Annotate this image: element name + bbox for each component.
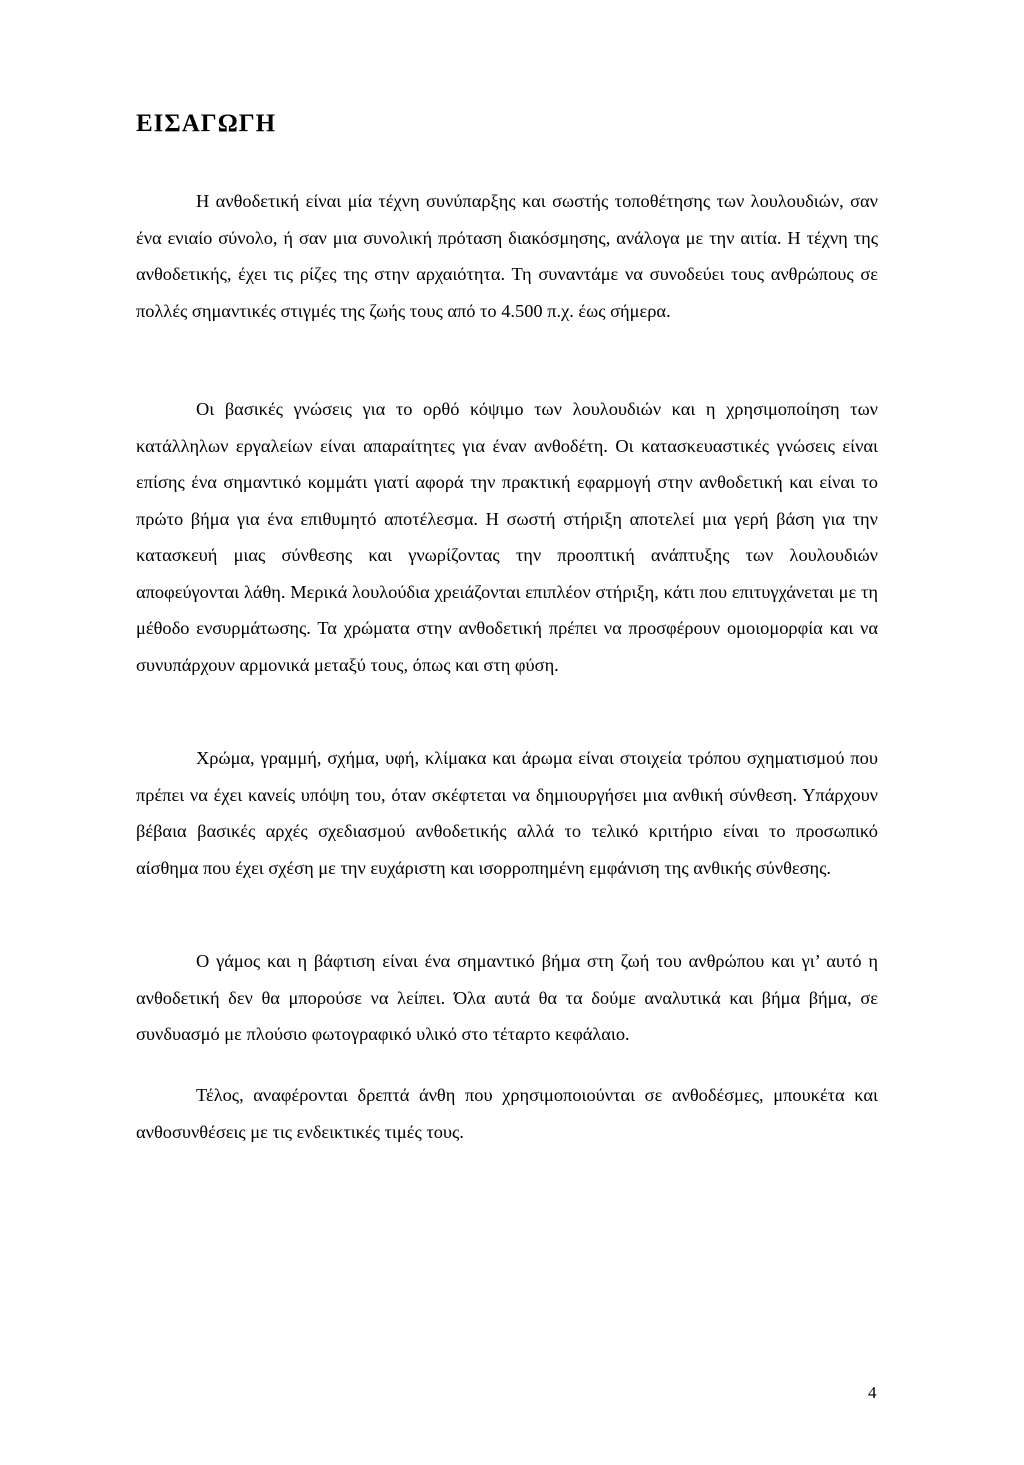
paragraph-wedding-baptism: Ο γάμος και η βάφτιση είναι ένα σημαντικό βήμα στη ζωή του ανθρώπου και γι’ αυτό η ανθοδετική δεν θα μπορούσε να λείπει. Όλα αυτά θα τα δούμε αναλυτικά και βήμα βήμα, σε συνδυασμό με πλούσιο φωτογραφικό υλικό στο τέταρτο κεφάλαιο. <box>136 951 878 1044</box>
page-number: 4 <box>868 1383 877 1402</box>
paragraph-history: Η ανθοδετική είναι μία τέχνη συνύπαρξης και σωστής τοποθέτησης των λουλουδιών, σαν ένα ενιαίο σύνολο, ή σαν μια συνολική πρόταση διακόσμησης, ανάλογα με την αιτία. Η τέχνη της ανθοδετικής, έχει τις ρίζες της στην αρχαιότητα. Τη συναντάμε να συνοδεύει τους ανθρώπους σε πολλές σημαντικές στιγμές της ζωής τους από το 4.500 π.χ. έως σήμερα. <box>136 191 878 321</box>
paragraph-cut-flowers: Τέλος, αναφέρονται δρεπτά άνθη που χρησιμοποιούνται σε ανθοδέσμες, μπουκέτα και ανθοσυνθέσεις με τις ενδεικτικές τιμές τους. <box>136 1085 878 1142</box>
section-heading: ΕΙΣΑΓΩΓΗ <box>136 110 277 137</box>
paragraph-techniques: Οι βασικές γνώσεις για το ορθό κόψιμο των λουλουδιών και η χρησιμοποίηση των κατάλληλων εργαλείων είναι απαραίτητες για έναν ανθοδέτη. Οι κατασκευαστικές γνώσεις είναι επίσης ένα σημαντικό κομμάτι γιατί αφορά την πρακτική εφαρμογή στην ανθοδετική και είναι το πρώτο βήμα για ένα επιθυμητό αποτέλεσμα. Η σωστή στήριξη αποτελεί μια γερή βάση για την κατασκευή μιας σύνθεσης και γνωρίζοντας την προοπτική ανάπτυξης των λουλουδιών αποφεύγονται λάθη. Μερικά λουλούδια χρειάζονται επιπλέον στήριξη, κάτι που επιτυγχάνεται με τη μέθοδο ενσυρμάτωσης. Τα χρώματα στην ανθοδετική πρέπει να προσφέρουν ομοιομορφία και να συνυπάρχουν αρμονικά μεταξύ τους, όπως και στη φύση. <box>136 399 878 675</box>
paragraph-design-elements: Χρώμα, γραμμή, σχήμα, υφή, κλίμακα και άρωμα είναι στοιχεία τρόπου σχηματισμού που πρέπει να έχει κανείς υπόψη του, όταν σκέφτεται να δημιουργήσει μια ανθική σύνθεση. Υπάρχουν βέβαια βασικές αρχές σχεδιασμού ανθοδετικής αλλά το τελικό κριτήριο είναι το προσωπικό αίσθημα που έχει σχέση με την ευχάριστη και ισορροπημένη εμφάνιση της ανθικής σύνθεσης. <box>136 748 878 878</box>
